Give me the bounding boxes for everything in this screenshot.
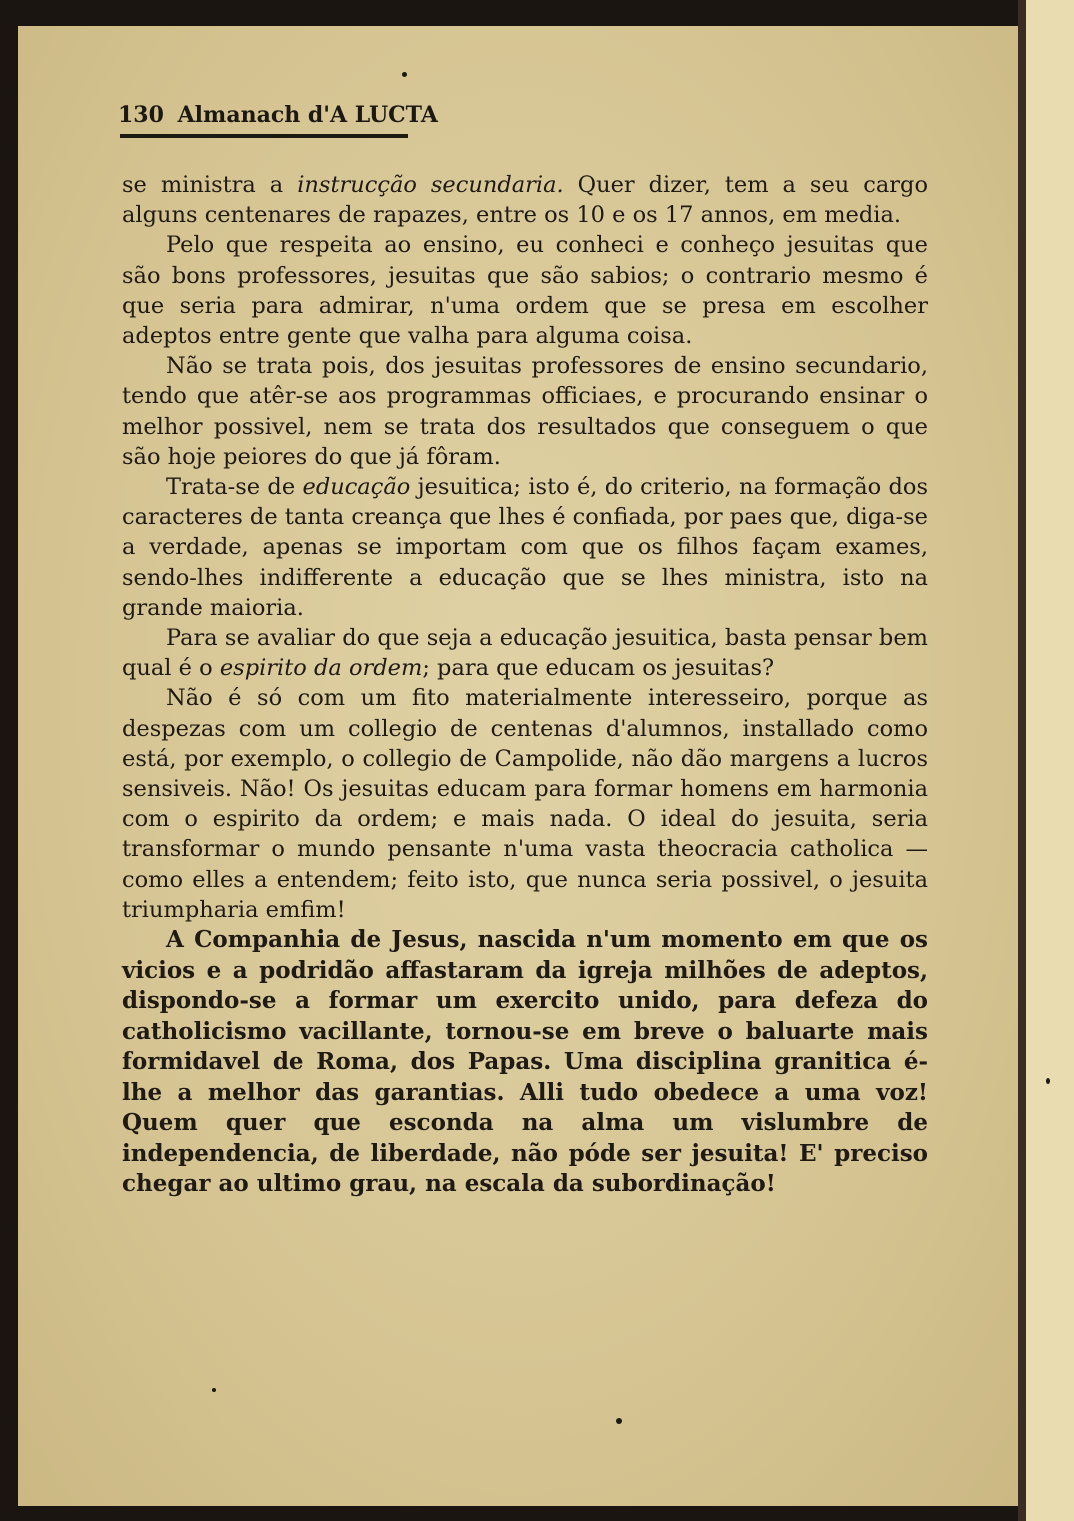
paragraph-1: se ministra a instrucção secundaria. Quer dizer, tem a seu cargo alguns centenares de rapazes, entre os 10 e os 17 annos, em media. xyxy=(122,172,928,229)
body-text xyxy=(122,170,928,1200)
page-number: 130 xyxy=(118,102,164,128)
running-title: Almanach d'A LUCTA xyxy=(177,102,438,128)
paragraph-6: Não é só com um fito materialmente interesseiro, porque as despezas com um collegio de centenas d'alumnos, installado como está, por exemplo, o collegio de Campolide, não dão margens a lucros sensiveis. Não! Os jesuitas educam para formar homens em harmonia com o espirito da ordem; e mais nada. O ideal do jesuita, seria transformar o mundo pensante n'uma vasta theocracia catholica — como elles a entendem; feito isto, que nunca seria possivel, o jesuita triumpharia emfim! xyxy=(122,685,928,923)
header-underline xyxy=(120,134,408,138)
ink-speck xyxy=(212,1388,216,1392)
emphasis-espirito: espirito da ordem xyxy=(219,655,423,682)
ink-speck xyxy=(402,72,407,77)
paragraph-2: Pelo que respeita ao ensino, eu conheci e conheço jesuitas que são bons professores, jesuitas que são sabios; o contrario mesmo é que seria para admirar, n'uma ordem que se presa em escolher adeptos entre gente que valha para alguma coisa. xyxy=(122,232,928,350)
ink-speck xyxy=(1046,1078,1050,1084)
ink-speck xyxy=(616,1418,622,1424)
next-page-edge xyxy=(1018,0,1074,1521)
page-gutter-shadow xyxy=(1018,0,1026,1521)
emphasis-instruccao: instrucção secundaria. xyxy=(297,172,564,198)
paragraph-3: Não se trata pois, dos jesuitas professores de ensino secundario, tendo que atêr-se aos programmas officiaes, e procurando ensinar o melhor possivel, nem se trata dos resultados que conseguem o que são hoje peiores do que já fôram. xyxy=(122,353,928,470)
paragraph-4: Trata-se de educação jesuitica; isto é, do criterio, na formação dos caracteres de tanta creança que lhes é confiada, por paes que, diga-se a verdade, apenas se importam com que os filhos façam exames, sendo-lhes indifferente a educação que se lhes ministra, isto na grande maioria. xyxy=(122,474,928,621)
emphasis-educacao: educação xyxy=(302,474,411,501)
paragraph-7: A Companhia de Jesus, nascida n'um momento em que os vicios e a podridão affastaram da igreja milhões de adeptos, dispondo-se a formar um exercito unido, para defeza do catholicismo vacillante, tornou-se em breve o baluarte mais formidavel de Roma, dos Papas. Uma disciplina granitica é-lhe a melhor das garantias. Alli tudo obedece a uma voz! Quem quer que esconda na alma um vislumbre de independencia, de liberdade, não póde ser jesuita! E' preciso chegar ao ultimo grau, na escala da subordinação! xyxy=(122,926,928,1198)
running-header xyxy=(118,102,438,128)
paragraph-5: Para se avaliar do que seja a educação jesuitica, basta pensar bem qual é o espirito da ordem; para que educam os jesuitas? xyxy=(122,625,928,682)
